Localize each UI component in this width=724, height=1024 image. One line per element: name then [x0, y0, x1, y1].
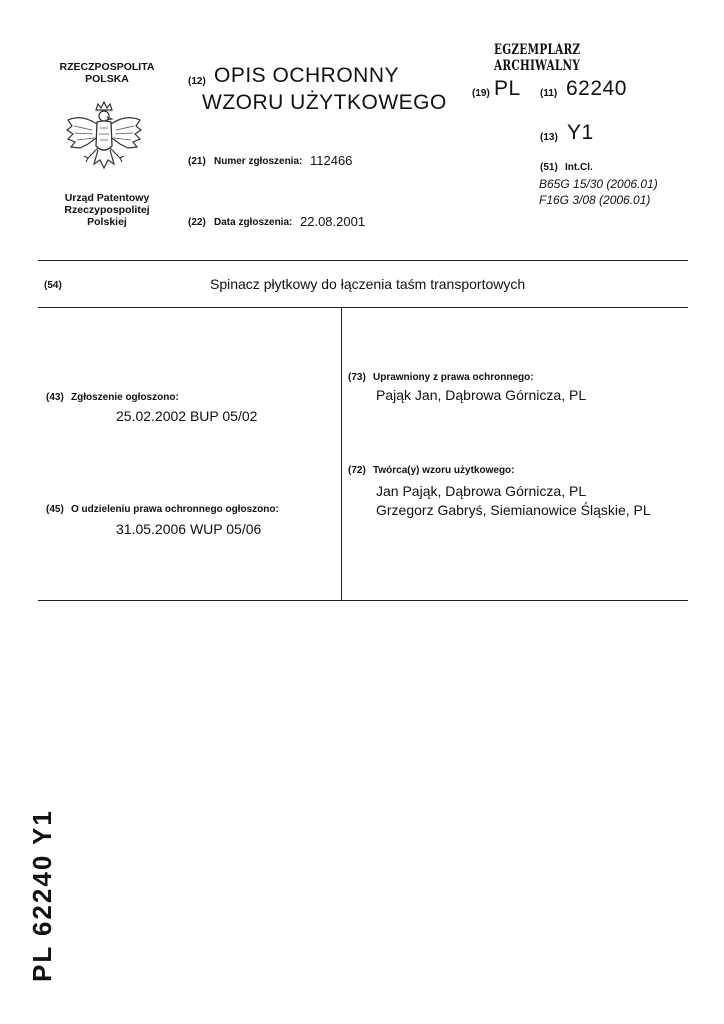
granted-code: (45) — [46, 504, 64, 515]
side-label: PL 62240 Y1 — [27, 809, 57, 982]
document-title: Spinacz płytkowy do łączenia taśm transportowych — [210, 276, 526, 292]
application-number-value: 112466 — [310, 153, 353, 168]
filing-date-code: (22) — [188, 217, 206, 228]
office-line3: Polskiej — [87, 216, 127, 228]
granted-label: O udzieleniu prawa ochronnego ogłoszono: — [71, 504, 279, 515]
country-line2: POLSKA — [85, 73, 129, 85]
int-cl-values — [539, 176, 658, 208]
country-line1: RZECZPOSPOLITA — [59, 61, 155, 73]
int-cl-label: Int.Cl. — [565, 162, 593, 173]
divider-mid — [38, 307, 688, 308]
office-line2: Rzeczypospolitej — [64, 204, 150, 216]
filing-date-value: 22.08.2001 — [300, 214, 366, 229]
granted-value: 31.05.2006 WUP 05/06 — [116, 521, 262, 537]
creators-code: (72) — [348, 465, 366, 476]
title-code: (54) — [44, 280, 62, 291]
doc-type-code: (12) — [188, 76, 206, 87]
published-label: Zgłoszenie ogłoszono: — [71, 392, 179, 403]
archive-stamp: EGZEMPLARZ ARCHIWALNY — [494, 42, 581, 74]
country-name — [52, 61, 162, 85]
int-cl-code: (51) — [540, 162, 558, 173]
polish-eagle-emblem — [62, 100, 146, 182]
published-code: (43) — [46, 392, 64, 403]
divider-bottom — [38, 600, 688, 601]
int-cl-value: F16G 3/08 (2006.01) — [539, 193, 651, 207]
holder-label: Uprawniony z prawa ochronnego: — [373, 372, 534, 383]
application-number-label: Numer zgłoszenia: — [214, 156, 303, 167]
creator-item: Jan Pająk, Dąbrowa Górnicza, PL — [376, 483, 587, 499]
application-number-code: (21) — [188, 156, 206, 167]
holder-value: Pająk Jan, Dąbrowa Górnicza, PL — [376, 387, 587, 403]
kind-code: (13) — [540, 132, 558, 143]
kind-value: Y1 — [567, 121, 594, 144]
filing-date-label: Data zgłoszenia: — [214, 217, 293, 228]
column-divider — [341, 307, 342, 600]
doc-type-line2: WZORU UŻYTKOWEGO — [202, 91, 447, 114]
int-cl-value: B65G 15/30 (2006.01) — [539, 177, 658, 191]
document-number: 62240 — [566, 77, 627, 100]
patent-office-name — [52, 192, 162, 228]
country-code-value: PL — [494, 77, 521, 100]
creators-list — [376, 482, 651, 520]
creators-label: Twórca(y) wzoru użytkowego: — [373, 465, 515, 476]
office-line1: Urząd Patentowy — [64, 192, 150, 204]
divider-top — [38, 260, 688, 261]
holder-code: (73) — [348, 372, 366, 383]
creator-item: Grzegorz Gabryś, Siemianowice Śląskie, PL — [376, 502, 651, 518]
published-value: 25.02.2002 BUP 05/02 — [116, 408, 258, 424]
doc-type-line1: OPIS OCHRONNY — [214, 64, 400, 87]
number-code: (11) — [540, 88, 558, 99]
country-code-code: (19) — [472, 88, 490, 99]
